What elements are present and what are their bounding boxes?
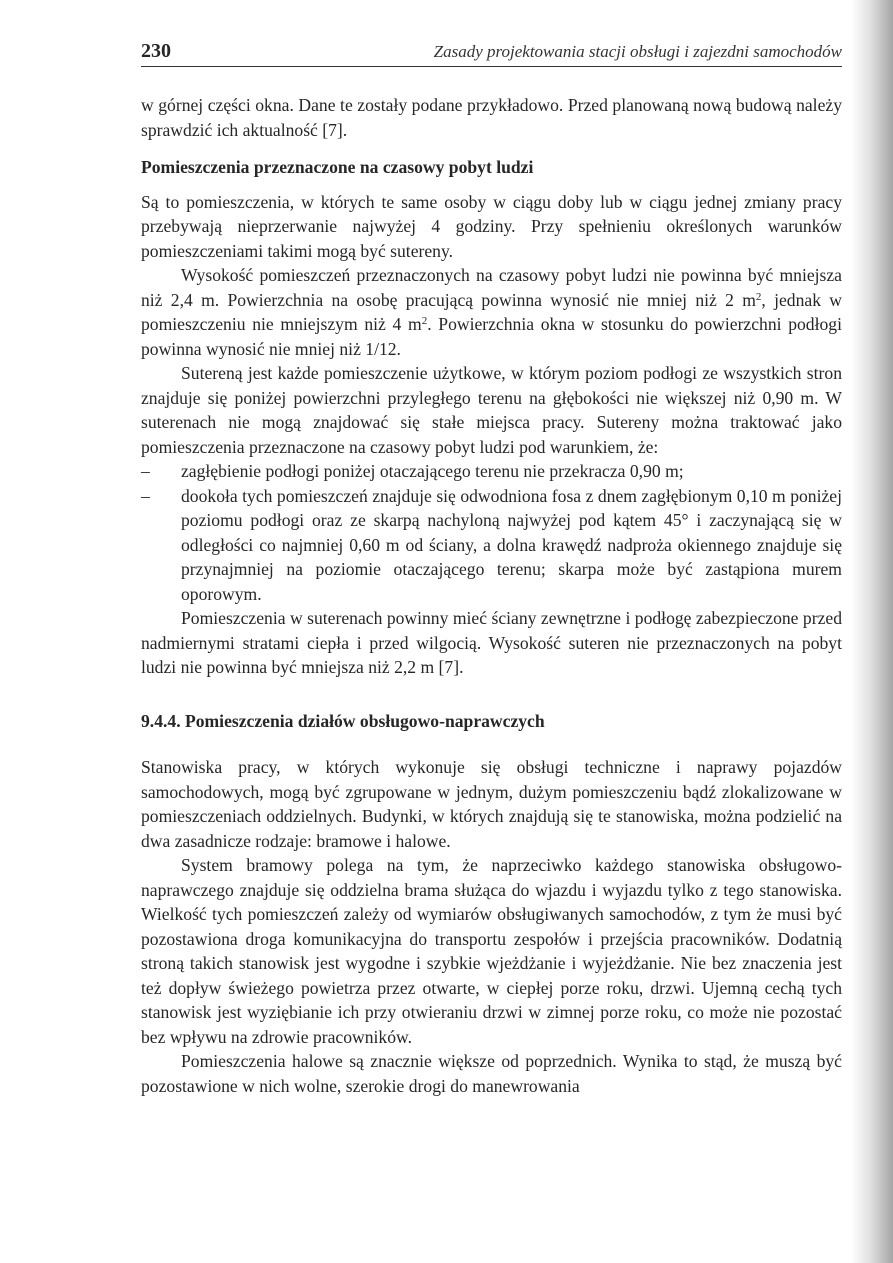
- list-item: – dookoła tych pomieszczeń znajduje się odwodniona fosa z dnem zagłębionym 0,10 m poniżej poziomu podłogi oraz ze skarpą nachyloną najwyżej pod kątem 45° i zaczynającą się w odległości co najmniej 0,60 m od ściany, a dolna krawędź nadproża okiennego znajduje się przynajmniej na poziomie otaczającego terenu; skarpa może być zastąpiona murem oporowym.: [141, 485, 842, 604]
- list-item: – zagłębienie podłogi poniżej otaczającego terenu nie przekracza 0,90 m;: [141, 461, 684, 481]
- section-heading-9-4-4: 9.4.4. Pomieszczenia działów obsługowo-naprawczych: [141, 710, 545, 731]
- paragraph-hall-rooms: Pomieszczenia halowe są znacznie większe od poprzednich. Wynika to stąd, że muszą być pozostawione w nich wolne, szerokie drogi do manewrowania: [141, 1051, 842, 1096]
- basement-conditions-list: [141, 459, 842, 606]
- page-number: 230: [141, 40, 171, 62]
- paragraph-intro: w górnej części okna. Dane te zostały podane przykładowo. Przed planowaną nową budową należy sprawdzić ich aktualność [7].: [141, 95, 842, 140]
- paragraph-gate-system: System bramowy polega na tym, że naprzeciwko każdego stanowiska obsługowo-naprawczego znajduje się oddzielna brama służąca do wjazdu i wyjazdu tylko z tego stanowiska. Wielkość tych pomieszczeń zależy od wymiarów obsługiwanych samochodów, z tym że musi być pozostawiona droga komunikacyjna do transportu zespołów i przejścia pracowników. Dodatnią stroną takich stanowisk jest wygodne i szybkie wjeżdżanie i wyjeżdżanie. Nie bez znaczenia jest też dopływ świeżego powietrza przez otwarte, w ciepłej porze roku, drzwi. Ujemną cechą tych stanowisk jest wyziębianie ich przy otwieraniu drzwi w zimnej porze roku, co może nie pozostać bez wpływu na zdrowie pracowników.: [141, 855, 842, 1047]
- running-title: Zasady projektowania stacji obsługi i zajezdni samochodów: [433, 42, 842, 61]
- book-page: [141, 40, 842, 1098]
- page-header: [141, 40, 842, 67]
- page-content: [141, 93, 842, 1098]
- paragraph-workstations: Stanowiska pracy, w których wykonuje się obsługi techniczne i naprawy pojazdów samochodowych, mogą być zgrupowane w jednym, dużym pomieszczeniu bądź zlokalizowane w pomieszczeniach oddzielnych. Budynki, w których znajdują się te stanowiska, można podzielić na dwa zasadnicze rodzaje: bramowe i halowe.: [141, 757, 842, 851]
- paragraph-basement-definition: Sutereną jest każde pomieszczenie użytkowe, w którym poziom podłogi ze wszystkich stron znajduje się poniżej powierzchni przyległego terenu na głębokości nie większej niż 0,90 m. W suterenach nie mogą znajdować się stałe miejsca pracy. Sutereny można traktować jako pomieszczenia przeznaczone na czasowy pobyt ludzi pod warunkiem, że:: [141, 363, 842, 457]
- paragraph-temporary-definition: Są to pomieszczenia, w których te same osoby w ciągu doby lub w ciągu jednej zmiany pracy przebywają nieprzerwanie najwyżej 4 godziny. Przy spełnieniu określonych warunków pomieszczeniami takimi mogą być sutereny.: [141, 191, 842, 261]
- paragraph-basement-walls: Pomieszczenia w suterenach powinny mieć ściany zewnętrzne i podłogę zabezpieczone przed nadmiernymi stratami ciepła i przed wilgocią. Wysokość suteren nie przeznaczonych na pobyt ludzi nie powinna być mniejsza niż 2,2 m [7].: [141, 608, 842, 677]
- paragraph-height-requirements: Wysokość pomieszczeń przeznaczonych na czasowy pobyt ludzi nie powinna być mniejsza niż 2,4 m. Powierzchnia na osobę pracującą powinna wynosić nie mniej niż 2 $m^2$, jednak w pomieszczeniu nie mniejszym niż 4 $m^2$. Powierzchnia okna w stosunku do powierzchni podłogi powinna wynosić nie mniej niż 1/12.: [141, 265, 842, 359]
- page-edge-shadow: [851, 0, 893, 1263]
- subheading-temporary-stay: Pomieszczenia przeznaczone na czasowy pobyt ludzi: [141, 157, 534, 177]
